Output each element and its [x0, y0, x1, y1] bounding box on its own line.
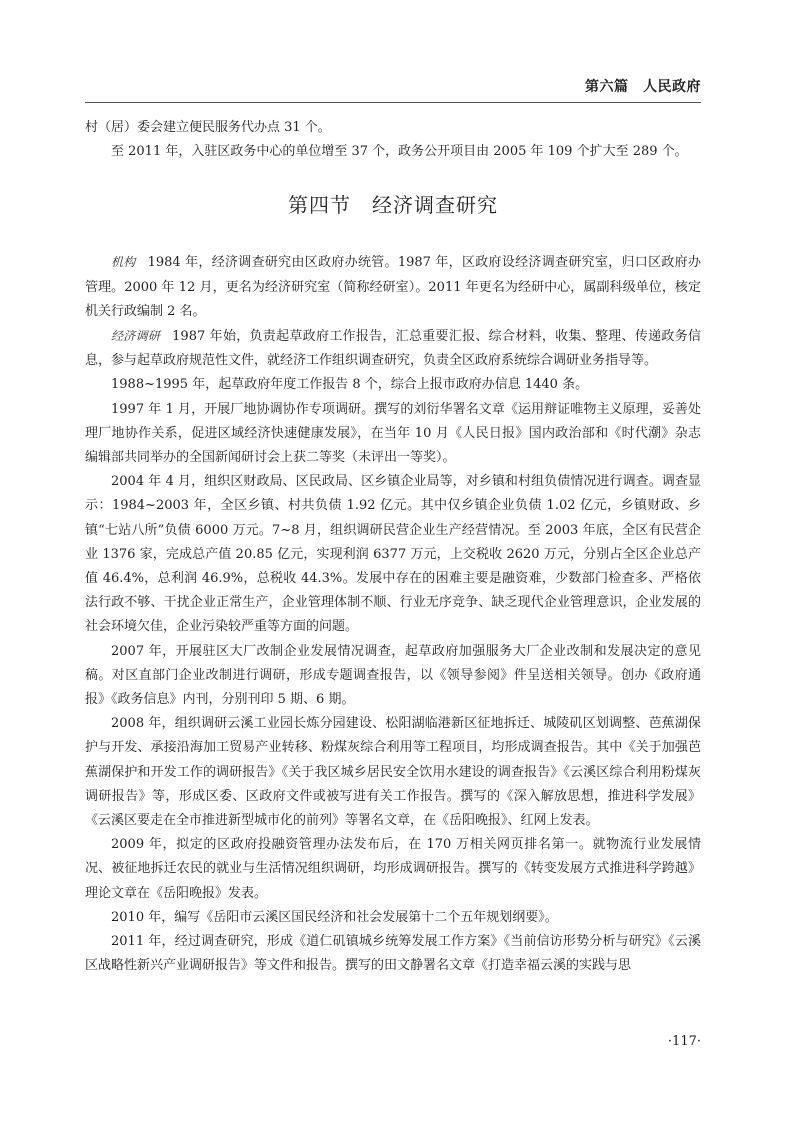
paragraph: 2011 年，经过调查研究，形成《道仁矶镇城乡统筹发展工作方案》《当前信访形势分析与研究》《云溪区战略性新兴产业调研报告》等文件和报告。撰写的田文静署名文章《打造幸福云溪的实践与思 — [85, 934, 701, 974]
paragraph: 2010 年，编写《岳阳市云溪区国民经济和社会发展第十二个五年规划纲要》。 — [111, 909, 558, 925]
chapter-title: 第六篇 人民政府 — [585, 79, 701, 95]
carryover-paragraph: 村（居）委会建立便民服务代办点 31 个。 — [85, 120, 331, 135]
paragraph: 2007 年，开展驻区大厂改制企业发展情况调查，起草政府加强服务大厂企业改制和发展决定的意见稿。对区直部门企业改制进行调研，形成专题调查报告，以《领导参阅》件呈送相关领导。创办《政府通报》《政务信息》内刊，分别刊印 5 期、6 期。 — [85, 643, 701, 708]
page-body — [85, 116, 701, 979]
paragraph: 1997 年 1 月，开展厂地协调协作专项调研。撰写的刘衍华署名文章《运用辩证唯物主义原理，妥善处理厂地协作关系，促进区域经济快速健康发展》，在当年 10 月《人民日报》国内政治部和《时代潮》杂志编辑部共同举办的全国新闻研讨会上获二等奖（未评出一等奖）。 — [85, 401, 701, 466]
page-number: ·117· — [667, 1034, 701, 1049]
paragraph-lead: 经济调研 — [111, 329, 161, 344]
paragraph-text: 1984 年，经济调查研究由区政府办统管。1987 年，区政府设经济调查研究室，归口区政府办管理。2000 年 12 月，更名为经济研究室（简称经研室）。2011 年更名为经研中心，属副科级单位，核定机关行政编制 2 名。 — [85, 255, 701, 319]
carryover-paragraph: 至 2011 年，入驻区政务中心的单位增至 37 个，政务公开项目由 2005 年 109 个扩大至 289 个。 — [111, 144, 688, 160]
paragraph-organization — [85, 250, 701, 324]
paragraph-lead: 机构 — [111, 255, 136, 270]
paragraph-text: 1987 年始，负责起草政府工作报告，汇总重要汇报、综合材料，收集、整理、传递政务信息，参与起草政府规范性文件，就经济工作组织调查研究，负责全区政府系统综合调研业务指导等。 — [85, 329, 701, 369]
section-title: 第四节 经济调查研究 — [288, 193, 498, 218]
paragraph: 2009 年，拟定的区政府投融资管理办法发布后，在 170 万相关网页排名第一。就物流行业发展情况、被征地拆迁农民的就业与生活情况组织调研，均形成调研报告。撰写的《转变发展方式推进科学跨越》理论文章在《岳阳晚报》发表。 — [85, 837, 701, 901]
paragraph: 2008 年，组织调研云溪工业园长炼分园建设、松阳湖临港新区征地拆迁、城陵矶区划调整、芭蕉湖保护与开发、承接沿海加工贸易产业转移、粉煤灰综合利用等工程项目，均形成调查报告。其中《关于加强芭蕉湖保护和开发工作的调研报告》《关于我区城乡居民安全饮用水建设的调查报告》《云溪区综合利用粉煤灰调研报告》等，形成区委、区政府文件或被写进有关工作报告。撰写的《深入解放思想，推进科学发展》《云溪区要走在全市推进新型城市化的前列》等署名文章，在《岳阳晚报》、红网上发表。 — [85, 716, 701, 829]
paragraph: 2004 年 4 月，组织区财政局、区民政局、区乡镇企业局等，对乡镇和村组负债情况进行调查。调查显示：1984~2003 年，全区乡镇、村共负债 1.92 亿元。其中仅乡镇企业负债 1.02 亿元，乡镇财政、乡镇“七站八所”负债 6000 万元。7~8 月，组织调研民营企业生产经营情况。至 2003 年底，全区有民营企业 1376 家，完成总产值 20.85 亿元，实现利润 6377 万元，上交税收 2620 万元，分别占全区企业总产值 46.4%，总利润 46.9%，总税收 44.3%。发展中存在的困难主要是融资难，少数部门检查多、严格依法行政不够、干扰企业正常生产，企业管理体制不顺、行业无序竞争、缺乏现代企业管理意识，企业发展的社会环境欠佳，企业污染较严重等方面的问题。 — [85, 474, 701, 635]
paragraph-economic-research — [85, 324, 701, 373]
paragraph: 1988~1995 年，起草政府年度工作报告 8 个，综合上报市政府办信息 1440 条。 — [111, 377, 589, 393]
running-header — [85, 72, 701, 103]
